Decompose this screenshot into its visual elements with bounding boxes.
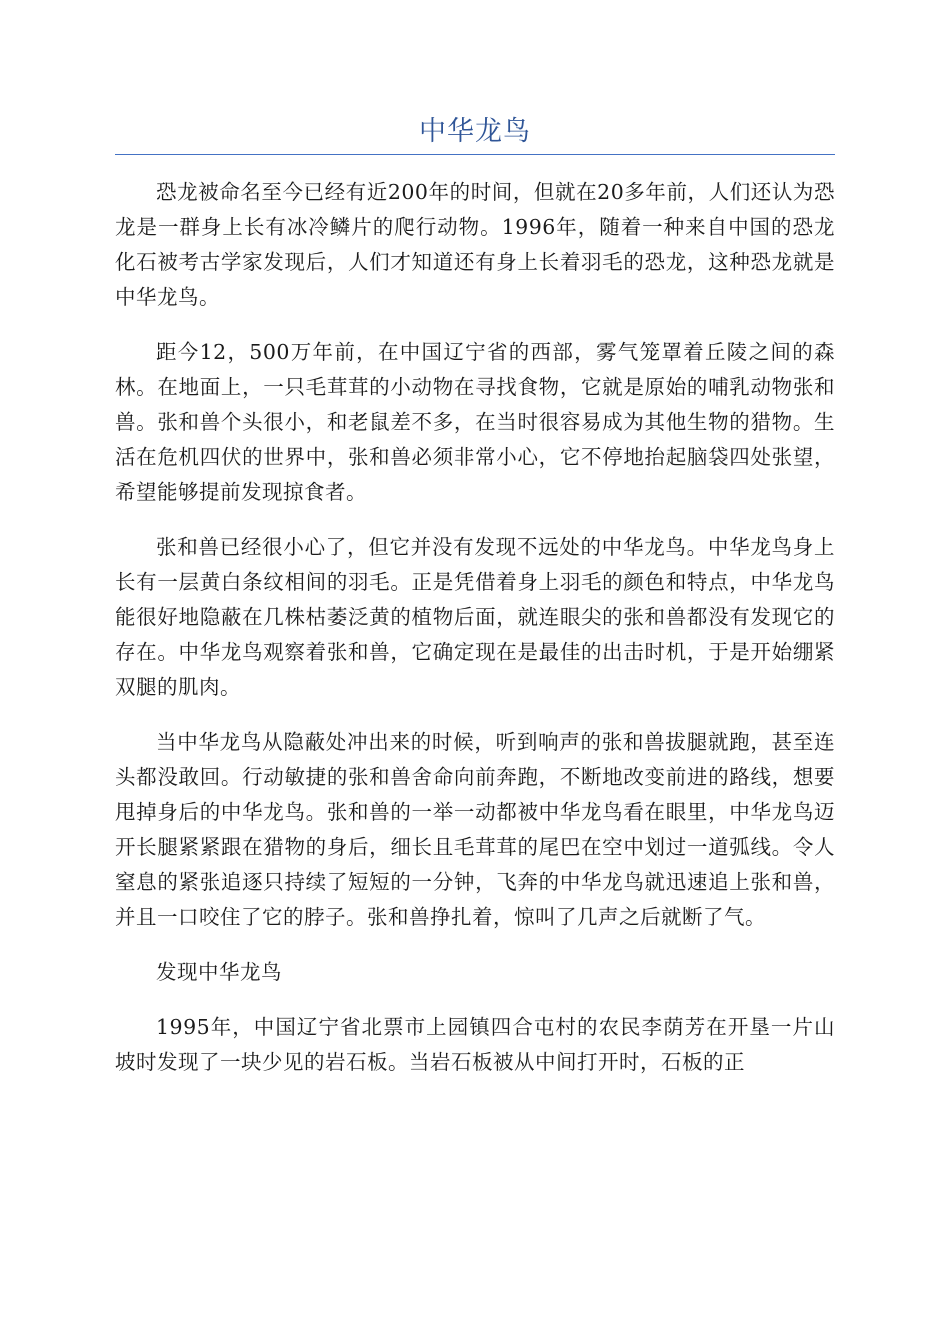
paragraph-5: 1995年，中国辽宁省北票市上园镇四合屯村的农民李荫芳在开垦一片山坡时发现了一块少见的岩石板。当岩石板被从中间打开时，石板的正 [115,1015,835,1074]
paragraph-1: 恐龙被命名至今已经有近200年的时间，但就在20多年前，人们还认为恐龙是一群身上长有冰冷鳞片的爬行动物。1996年，随着一种来自中国的恐龙化石被考古学家发现后，人们才知道还有身上长着羽毛的恐龙，这种恐龙就是中华龙鸟。 [115,180,835,309]
paragraph-3: 张和兽已经很小心了，但它并没有发现不远处的中华龙鸟。中华龙鸟身上长有一层黄白条纹相间的羽毛。正是凭借着身上羽毛的颜色和特点，中华龙鸟能很好地隐蔽在几株枯萎泛黄的植物后面，就连眼尖的张和兽都没有发现它的存在。中华龙鸟观察着张和兽，它确定现在是最佳的出击时机，于是开始绷紧双腿的肌肉。 [115,535,835,699]
paragraph-4: 当中华龙鸟从隐蔽处冲出来的时候，听到响声的张和兽拔腿就跑，甚至连头都没敢回。行动敏捷的张和兽舍命向前奔跑，不断地改变前进的路线，想要甩掉身后的中华龙鸟。张和兽的一举一动都被中华龙鸟看在眼里，中华龙鸟迈开长腿紧紧跟在猎物的身后，细长且毛茸茸的尾巴在空中划过一道弧线。令人窒息的紧张追逐只持续了短短的一分钟，飞奔的中华龙鸟就迅速追上张和兽，并且一口咬住了它的脖子。张和兽挣扎着，惊叫了几声之后就断了气。 [115,730,835,929]
section-heading: 发现中华龙鸟 [156,960,282,984]
title-underline [115,154,835,155]
document-body [115,175,835,1100]
document-title: 中华龙鸟 [419,116,531,147]
paragraph-2: 距今12，500万年前，在中国辽宁省的西部，雾气笼罩着丘陵之间的森林。在地面上，一只毛茸茸的小动物在寻找食物，它就是原始的哺乳动物张和兽。张和兽个头很小，和老鼠差不多，在当时很容易成为其他生物的猎物。生活在危机四伏的世界中，张和兽必须非常小心，它不停地抬起脑袋四处张望，希望能够提前发现掠食者。 [115,340,835,504]
